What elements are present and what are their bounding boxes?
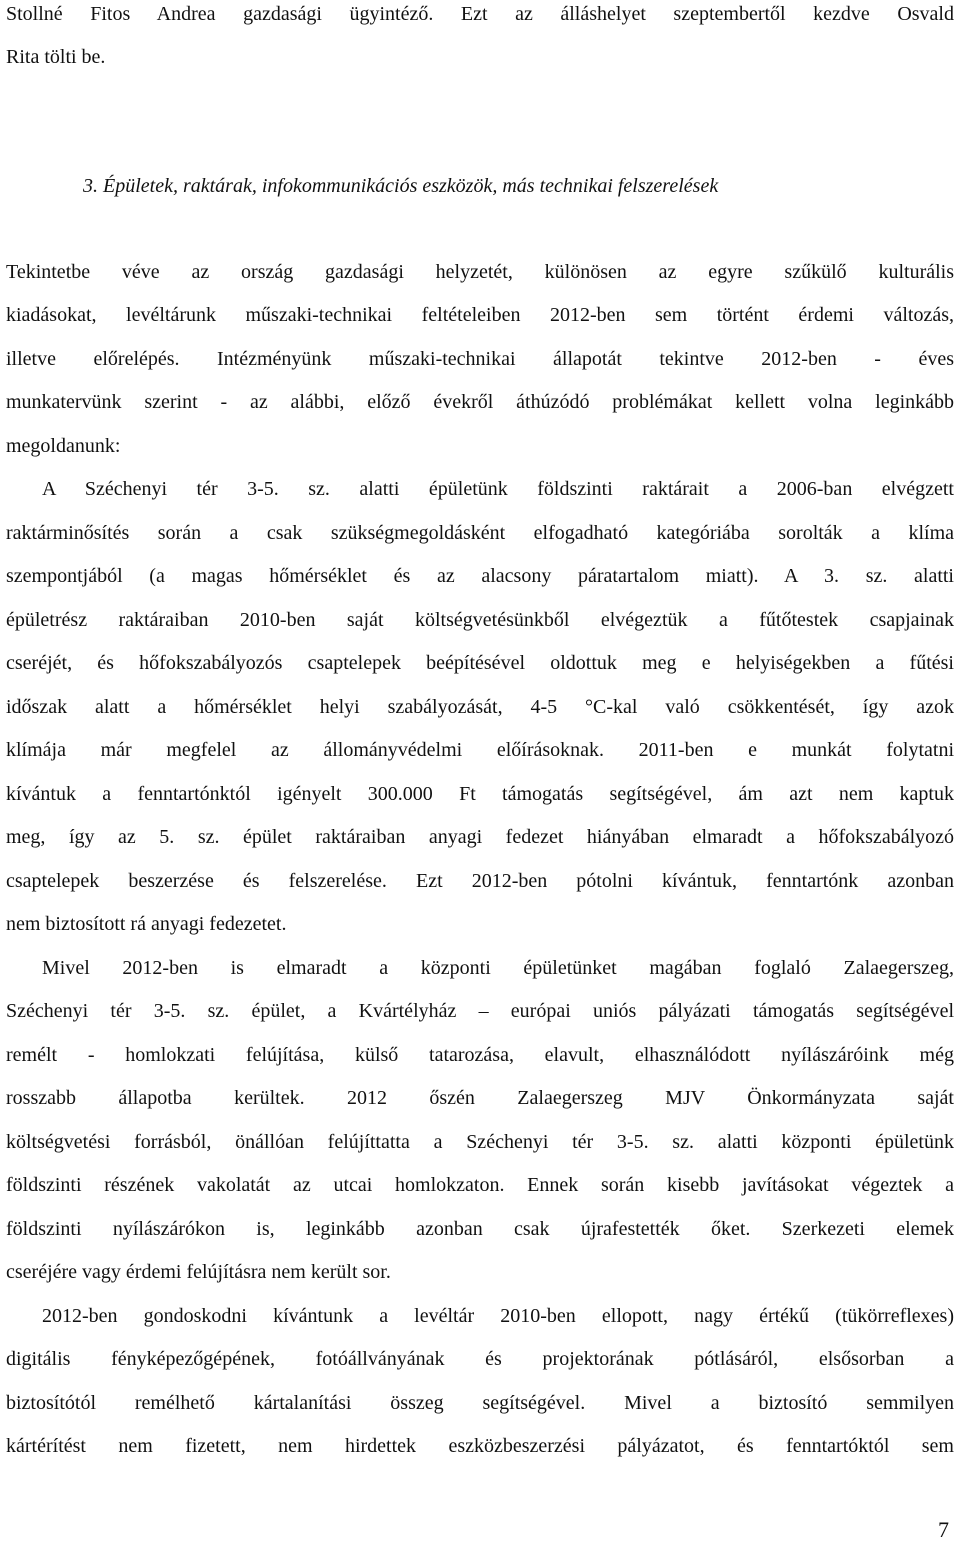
body-line: nem biztosított rá anyagi fedezetet. bbox=[6, 913, 287, 935]
body-line: időszak alatt a hőmérséklet helyi szabályozását, 4-5 °C-kal való csökkentését, így azok bbox=[6, 696, 954, 718]
intro-line: Stollné Fitos Andrea gazdasági ügyintéző. Ezt az álláshelyet szeptembertől kezdve Osvald bbox=[6, 3, 954, 25]
body-line: rosszabb állapotba kerültek. 2012 őszén Zalaegerszeg MJV Önkormányzata saját bbox=[6, 1087, 954, 1109]
body-line: digitális fényképezőgépének, fotóállványának és projektorának pótlásáról, elsősorban a bbox=[6, 1348, 954, 1370]
body-line: klímája már megfelel az állományvédelmi előírásoknak. 2011-ben e munkát folytatni bbox=[6, 739, 954, 761]
body-line: Mivel 2012-ben is elmaradt a központi épületünket magában foglaló Zalaegerszeg, bbox=[42, 957, 954, 979]
body-line: cseréjét, és hőfokszabályozós csaptelepek beépítésével oldottuk meg e helyiségekben a fűtési bbox=[6, 652, 954, 674]
body-line: kívántuk a fenntartónktól igényelt 300.000 Ft támogatás segítségével, ám azt nem kaptuk bbox=[6, 783, 954, 805]
body-line: földszinti részének vakolatát az utcai homlokzaton. Ennek során kisebb javításokat végeztek a bbox=[6, 1174, 954, 1196]
body-line: költségvetési forrásból, önállóan felújíttatta a Széchenyi tér 3-5. sz. alatti központi épületünk bbox=[6, 1131, 954, 1153]
body-line: munkatervünk szerint - az alábbi, előző évekről áthúzódó problémákat kellett volna leginkább bbox=[6, 391, 954, 413]
body-line: kiadásokat, levéltárunk műszaki-technikai feltételeiben 2012-ben sem történt érdemi változás, bbox=[6, 304, 954, 326]
intro-line: Rita tölti be. bbox=[6, 46, 106, 68]
body-line: megoldanunk: bbox=[6, 435, 121, 457]
body-line: kártérítést nem fizetett, nem hirdettek eszközbeszerzési pályázatot, és fenntartóktól sem bbox=[6, 1435, 954, 1457]
body-line: biztosítótól remélhető kártalanítási összeg segítségével. Mivel a biztosító semmilyen bbox=[6, 1392, 954, 1414]
body-line: földszinti nyílászárókon is, leginkább azonban csak újrafestették őket. Szerkezeti elemek bbox=[6, 1218, 954, 1240]
body-line: remélt - homlokzati felújítása, külső tatarozása, elavult, elhasználódott nyílászáróink még bbox=[6, 1044, 954, 1066]
body-line: 2012-ben gondoskodni kívántunk a levéltár 2010-ben ellopott, nagy értékű (tükörreflexes) bbox=[42, 1305, 954, 1327]
body-line: csaptelepek beszerzése és felszerelése. Ezt 2012-ben pótolni kívántuk, fenntartónk azonban bbox=[6, 870, 954, 892]
body-line: szempontjából (a magas hőmérséklet és az alacsony páratartalom miatt). A 3. sz. alatti bbox=[6, 565, 954, 587]
page-number: 7 bbox=[938, 1517, 949, 1542]
body-line: raktárminősítés során a csak szükségmegoldásként elfogadható kategóriába sorolták a klíma bbox=[6, 522, 954, 544]
body-line: illetve előrelépés. Intézményünk műszaki-technikai állapotát tekintve 2012-ben - éves bbox=[6, 348, 954, 370]
body-line: meg, így az 5. sz. épület raktáraiban anyagi fedezet hiányában elmaradt a hőfokszabályozó bbox=[6, 826, 954, 848]
section-heading: 3. Épületek, raktárak, infokommunikációs eszközök, más technikai felszerelések bbox=[83, 175, 719, 197]
body-line: A Széchenyi tér 3-5. sz. alatti épületünk földszinti raktárait a 2006-ban elvégzett bbox=[42, 478, 954, 500]
body-line: épületrész raktáraiban 2010-ben saját költségvetésünkből elvégeztük a fűtőtestek csapjainak bbox=[6, 609, 954, 631]
body-line: Széchenyi tér 3-5. sz. épület, a Kvártélyház – európai uniós pályázati támogatás segítségével bbox=[6, 1000, 954, 1022]
body-line: cseréjére vagy érdemi felújításra nem került sor. bbox=[6, 1261, 391, 1283]
body-line: Tekintetbe véve az ország gazdasági helyzetét, különösen az egyre szűkülő kulturális bbox=[6, 261, 954, 283]
